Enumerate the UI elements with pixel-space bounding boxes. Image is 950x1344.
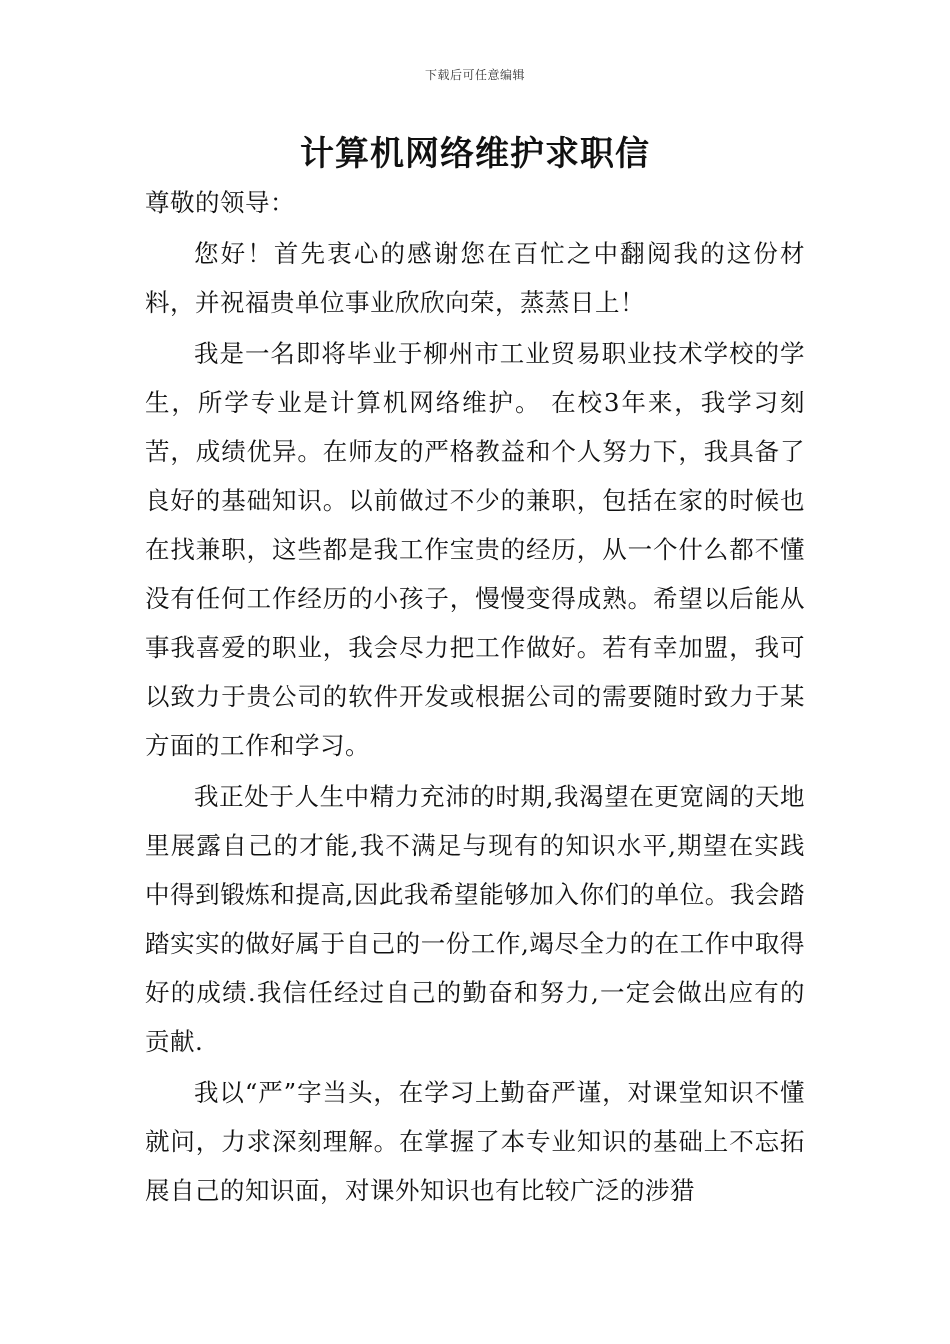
paragraph-study: 我以“严”字当头，在学习上勤奋严谨，对课堂知识不懂就问，力求深刻理解。在掌握了本专业知识的基础上不忘拓展自己的知识面，对课外知识也有比较广泛的涉猎 xyxy=(145,1078,805,1205)
letter-body xyxy=(145,178,805,1215)
page-title: 计算机网络维护求职信 xyxy=(300,134,650,174)
paragraph-greeting: 您好！首先衷心的感谢您在百忙之中翻阅我的这份材料，并祝福贵单位事业欣欣向荣，蒸蒸日上！ xyxy=(145,239,805,317)
paragraph-aspiration: 我正处于人生中精力充沛的时期,我渴望在更宽阔的天地里展露自己的才能,我不满足与现有的知识水平,期望在实践中得到锻炼和提高,因此我希望能够加入你们的单位。我会踏踏实实的做好属于自己的一份工作,竭尽全力的在工作中取得好的成绩.我信任经过自己的勤奋和努力,一定会做出应有的贡献. xyxy=(145,782,805,1056)
header-note: 下载后可任意编辑 xyxy=(424,68,525,82)
salutation: 尊敬的领导： xyxy=(145,188,295,217)
paragraph-introduction: 我是一名即将毕业于柳州市工业贸易职业技术学校的学生，所学专业是计算机网络维护。 在校3年来，我学习刻苦，成绩优异。在师友的严格教益和个人努力下，我具备了良好的基础知识。以前做过不少的兼职，包括在家的时候也在找兼职，这些都是我工作宝贵的经历，从一个什么都不懂没有任何工作经历的小孩子，慢慢变得成熟。希望以后能从事我喜爱的职业，我会尽力把工作做好。若有幸加盟，我可以致力于贵公司的软件开发或根据公司的需要随时致力于某方面的工作和学习。 xyxy=(145,339,805,760)
